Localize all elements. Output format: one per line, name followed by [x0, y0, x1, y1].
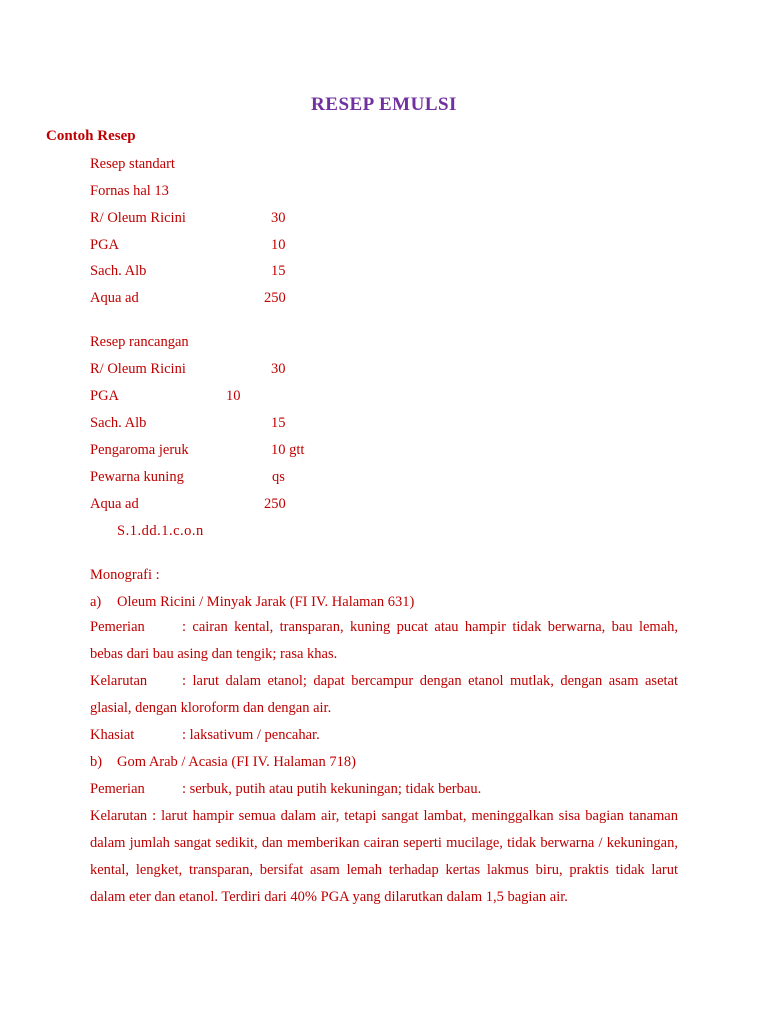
- section-heading: Contoh Resep: [46, 128, 136, 144]
- recipe-item-qty: 10: [226, 388, 241, 404]
- recipe-item-qty: 250: [264, 290, 286, 306]
- recipe-item-name: PGA: [90, 237, 120, 253]
- monograph-a-pemerian: [90, 614, 678, 668]
- pemerian-text: : cairan kental, transparan, kuning pucat atau hampir tidak berwarna, bau lemah, bebas dari bau asing dan tengik; rasa khas.: [90, 619, 678, 662]
- recipe-item-name: Sach. Alb: [90, 415, 147, 431]
- design-recipe-heading: Resep rancangan: [90, 334, 189, 350]
- kelarutan-text: : larut dalam etanol; dapat bercampur dengan etanol mutlak, dengan asam asetat glasial, dengan kloroform dan dengan air.: [90, 673, 678, 716]
- khasiat-text: : laksativum / pencahar.: [182, 727, 320, 743]
- pemerian-label: Pemerian: [90, 781, 145, 797]
- recipe-item-name: Pengaroma jeruk: [90, 442, 189, 458]
- monograph-b-title: Gom Arab / Acasia (FI IV. Halaman 718): [117, 754, 356, 770]
- pemerian-text: : serbuk, putih atau putih kekuningan; tidak berbau.: [182, 781, 482, 797]
- recipe-item-name: Aqua ad: [90, 290, 139, 306]
- recipe-item-name: Pewarna kuning: [90, 469, 184, 485]
- kelarutan-label: Kelarutan: [90, 673, 148, 689]
- monograph-a-marker: a): [90, 594, 102, 610]
- pemerian-label: Pemerian: [90, 619, 145, 635]
- monograph-b-marker: b): [90, 754, 103, 770]
- recipe-item-name: PGA: [90, 388, 120, 404]
- monograph-a-khasiat: [90, 722, 678, 749]
- recipe-item-qty: 250: [264, 496, 286, 512]
- recipe-item-name: R/ Oleum Ricini: [90, 210, 186, 226]
- document-title: RESEP EMULSI: [311, 94, 457, 115]
- khasiat-label: Khasiat: [90, 727, 135, 743]
- monograph-b-pemerian: [90, 776, 678, 803]
- monograph-a-kelarutan: [90, 668, 678, 722]
- monograph-b-kelarutan: Kelarutan : larut hampir semua dalam air, tetapi sangat lambat, meninggalkan sisa bagian tanaman dalam jumlah sangat sedikit, dan memberikan cairan seperti mucilage, tidak berwarna / kekuningan, kental, lengket, transparan, bersifat asam lemah terhadap kertas lakmus biru, praktis tidak larut dalam eter dan etanol. Terdiri dari 40% PGA yang dilarutkan dalam 1,5 bagian air.: [90, 808, 678, 905]
- monograph-a-title: Oleum Ricini / Minyak Jarak (FI IV. Halaman 631): [117, 594, 415, 610]
- standard-recipe-source: Fornas hal 13: [90, 183, 169, 199]
- recipe-item-qty: 10 gtt: [271, 442, 305, 458]
- recipe-item-qty: 30: [271, 210, 286, 226]
- recipe-item-name: Sach. Alb: [90, 263, 147, 279]
- monograph-heading: Monografi :: [90, 567, 160, 583]
- recipe-item-name: R/ Oleum Ricini: [90, 361, 186, 377]
- recipe-item-qty: 30: [271, 361, 286, 377]
- recipe-item-qty: 10: [271, 237, 286, 253]
- signa-line: S.1.dd.1.c.o.n: [117, 523, 204, 539]
- standard-recipe-heading: Resep standart: [90, 156, 175, 172]
- recipe-item-name: Aqua ad: [90, 496, 139, 512]
- recipe-item-qty: 15: [271, 263, 286, 279]
- recipe-item-qty: 15: [271, 415, 286, 431]
- recipe-item-qty: qs: [272, 469, 285, 485]
